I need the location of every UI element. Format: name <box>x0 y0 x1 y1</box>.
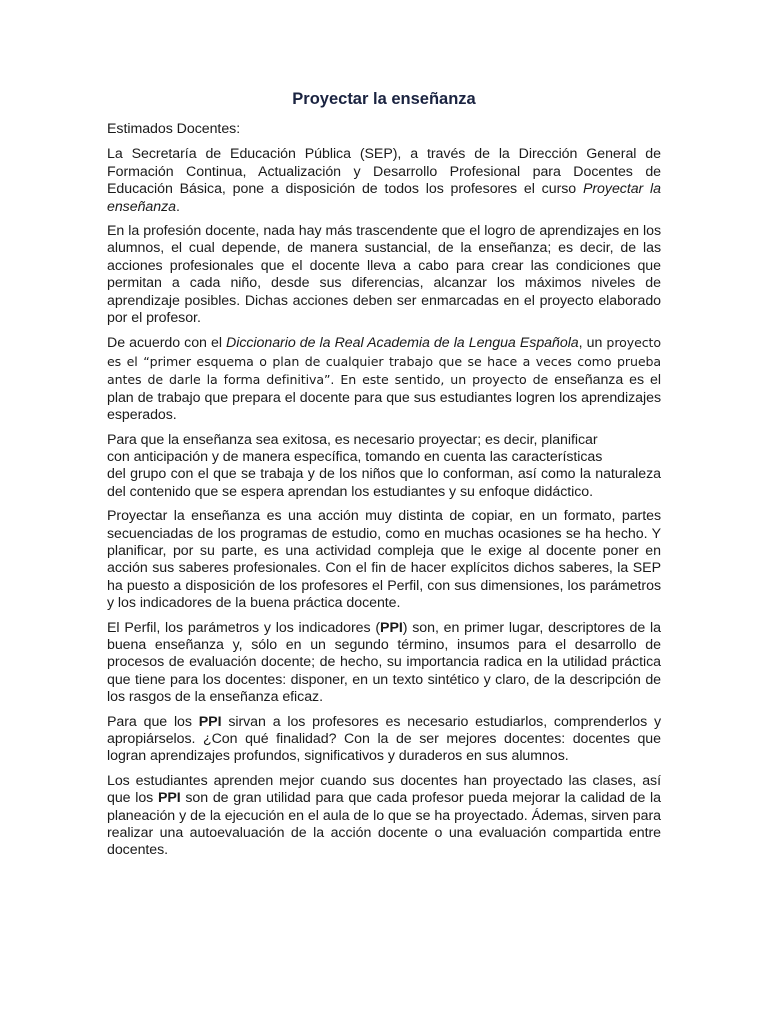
paragraph-7 <box>107 714 661 766</box>
paragraph-6-start: El Perfil, los parámetros y los indicadores ( <box>107 619 381 636</box>
paragraph-3 <box>107 334 661 424</box>
paragraph-6 <box>107 620 661 707</box>
ppi-acronym: PPI <box>198 713 222 730</box>
paragraph-2: En la profesión docente, nada hay más trascendente que el logro de aprendizajes en los alumnos, el cual depende, de manera sustancial, de la enseñanza; es decir, de las acciones profesionales que el docente lleva a cabo para crear las condiciones que permitan a cada niño, desde sus diferencias, alcanzar los máximos niveles de aprendizaje posibles. Dichas acciones deben ser enmarcadas en el proyecto elaborado por el profesor. <box>107 223 661 327</box>
paragraph-3-start: De acuerdo con el <box>107 335 227 352</box>
paragraph-7-start: Para que los <box>107 713 199 730</box>
course-name: Proyectar la enseñanza <box>107 181 662 215</box>
paragraph-1-text: La Secretaría de Educación Pública (SEP), a través de la Dirección General de Formación Continua, Actualización y Desarrollo Profesional para Docentes de Educación Básica, pone a disposición de todos los profesores el curso <box>107 146 661 198</box>
document-page <box>107 88 661 867</box>
paragraph-4 <box>107 432 661 502</box>
paragraph-3-end: enseñanza es el plan de trabajo que prepara el docente para que sus estudiantes logren los aprendizajes esperados. <box>107 372 661 424</box>
paragraph-8-start: Los estudiantes aprenden mejor cuando sus docentes han proyectado las clases, así que los <box>107 772 661 807</box>
paragraph-4-line-1: Para que la enseñanza sea exitosa, es necesario proyectar; es decir, planificar <box>107 431 598 448</box>
paragraph-4-rest: del grupo con el que se trabaja y de los niños que lo conforman, así como la naturaleza del contenido que se espera aprendan los estudiantes y su enfoque didáctico. <box>107 466 661 500</box>
paragraph-8-end: son de gran utilidad para que cada profesor pueda mejorar la calidad de la planeación y de la ejecución en el aula de lo que se ha proyectado. Ádemas, sirven para realizar una autoevaluación de la acción docente o una evaluación compartida entre docentes. <box>107 790 661 859</box>
page-title: Proyectar la enseñanza <box>292 90 476 108</box>
paragraph-1-end: . <box>175 198 180 215</box>
paragraph-7-end: sirvan a los profesores es necesario estudiarlos, comprenderlos y apropiárselos. ¿Con qué finalidad? Con la de ser mejores docentes: docentes que logran aprendizajes profundos, significativos y duraderos en sus alumnos. <box>107 713 661 765</box>
greeting: Estimados Docentes: <box>107 121 241 137</box>
ppi-acronym: PPI <box>380 619 403 636</box>
paragraph-6-end: ) son, en primer lugar, descriptores de la buena enseñanza y, sólo en un segundo término, insumos para el desarrollo de procesos de evaluación docente; de hecho, su importancia radica en la utilidad práctica que tiene para los docentes: disponer, en un texto sintético y claro, de la descripción de los rasgos de la enseñanza eficaz. <box>107 619 661 706</box>
dictionary-name: Diccionario de la Real Academia de la Lengua Española <box>226 335 579 352</box>
paragraph-8 <box>107 773 661 860</box>
paragraph-5: Proyectar la enseñanza es una acción muy distinta de copiar, en un formato, partes secuenciadas de los programas de estudio, como en muchas ocasiones se ha hecho. Y planificar, por su parte, es una actividad compleja que le exige al docente poner en acción sus saberes profesionales. Con el fin de hacer explícitos dichos saberes, la SEP ha puesto a disposición de los profesores el Perfil, con sus dimensiones, los parámetros y los indicadores de la buena práctica docente. <box>107 508 661 612</box>
paragraph-1 <box>107 146 661 216</box>
ppi-acronym: PPI <box>157 790 181 807</box>
paragraph-3-after-dictionary: , un <box>578 335 603 352</box>
paragraph-4-line-2: con anticipación y de manera específica, tomando en cuenta las características <box>107 448 603 465</box>
project-definition-quote: proyecto es el “primer esquema o plan de cualquier trabajo que se hace a veces como prueba antes de darle la forma definitiva”. En este sentido, un proyecto de <box>107 335 661 388</box>
